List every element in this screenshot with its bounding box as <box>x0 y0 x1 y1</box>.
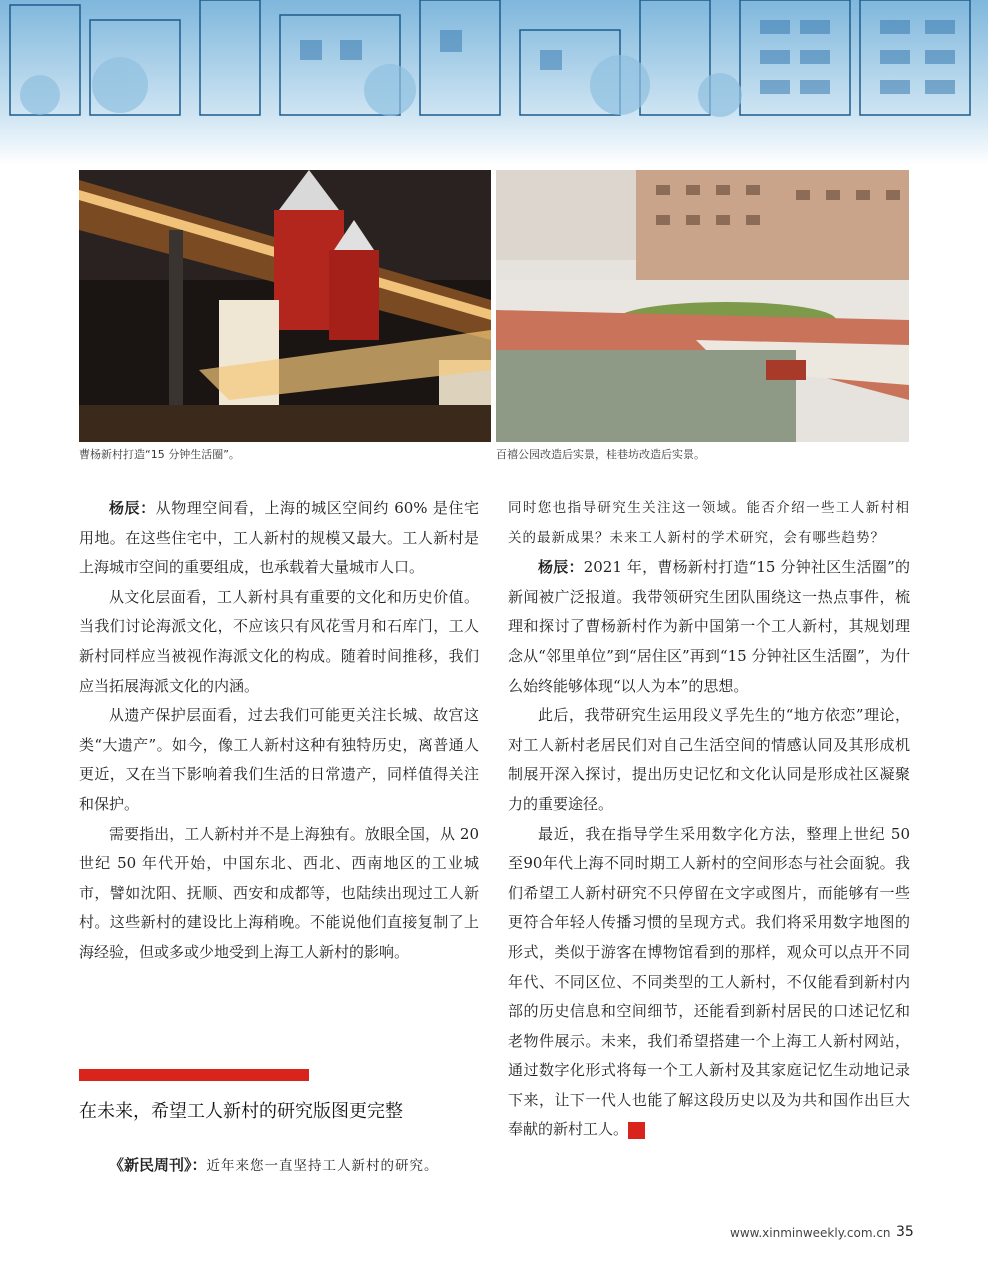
buildings-sketch <box>0 0 988 165</box>
section-heading: 在未来，希望工人新村的研究版图更完整 <box>79 1101 403 1122</box>
interview-question-start: 《新民周刊》：近年来您一直坚持工人新村的研究。 <box>109 1156 439 1174</box>
footer-url: www.xinminweekly.com.cn <box>730 1226 891 1240</box>
interview-question-cont: 同时您也指导研究生关注这一领域。能否介绍一些工人新村相关的最新成果？未来工人新村的学术研究，会有哪些趋势？ <box>508 500 910 546</box>
right-paragraph-1: 杨辰：2021 年，曹杨新村打造“15 分钟社区生活圈”的新闻被广泛报道。我带领研究生团队围绕这一热点事件，梳理和探讨了曹杨新村作为新中国第一个工人新村，其规划理念从“邻里单位”到“居住区”再到“15 分钟社区生活圈”，为什么始终能够体现“以人为本”的思想。 <box>508 558 910 695</box>
right-paragraph-3: 最近，我在指导学生采用数字化方法，整理上世纪 50 至90年代上海不同时期工人新村的空间形态与社会面貌。我们希望工人新村研究不只停留在文字或图片，而能够有一些更符合年轻人传播习惯的呈现方式。我们将采用数字地图的形式，类似于游客在博物馆看到的那样，观众可以点开不同年代、不同区位、不同类型的工人新村，不仅能看到新村内部的历史信息和空间细节，还能看到新村居民的口述记忆和老物件展示。未来，我们希望搭建一个上海工人新村网站，通过数字化形式将每一个工人新村及其家庭记忆生动地记录下来，让下一代人也能了解这段历史以及为共和国作出巨大奉献的新村工人。 民 <box>508 824 910 1139</box>
left-paragraph-3: 从遗产保护层面看，过去我们可能更关注长城、故宫这类“大遗产”。如今，像工人新村这种有独特历史，离普通人更近，又在当下影响着我们生活的日常遗产，同样值得关注和保护。 <box>79 706 479 813</box>
speaker-label: 杨辰： <box>538 558 584 577</box>
question-speaker: 《新民周刊》： <box>109 1156 207 1174</box>
left-column <box>79 494 479 968</box>
page-number: 35 <box>896 1224 914 1240</box>
photo-baixi-park <box>496 170 909 442</box>
section-red-bar <box>79 1069 309 1081</box>
left-paragraph-4: 需要指出，工人新村并不是上海独有。放眼全国，从 20 世纪 50 年代开始，中国东北、西北、西南地区的工业城市，譬如沈阳、抚顺、西安和成都等，也陆续出现过工人新村。这些新村的建设比上海稍晚。不能说他们直接复制了上海经验，但或多或少地受到上海工人新村的影响。 <box>79 824 479 961</box>
caption-left: 曹杨新村打造“15 分钟生活圈”。 <box>79 448 240 461</box>
header-illustration <box>0 0 988 165</box>
caption-right: 百禧公园改造后实景，桂巷坊改造后实景。 <box>496 448 705 461</box>
right-paragraph-2: 此后，我带研究生运用段义孚先生的“地方依恋”理论，对工人新村老居民们对自己生活空间的情感认同及其形成机制展开深入探讨，提出历史记忆和文化认同是形成社区凝聚力的重要途径。 <box>508 706 910 813</box>
end-mark-icon: 民 <box>628 1122 645 1139</box>
photo-caoyang-night-bridge <box>79 170 491 442</box>
left-paragraph-2: 从文化层面看，工人新村具有重要的文化和历史价值。当我们讨论海派文化，不应该只有风花雪月和石库门，工人新村同样应当被视作海派文化的构成。随着时间推移，我们应当拓展海派文化的内涵。 <box>79 587 479 695</box>
speaker-label: 杨辰： <box>109 499 156 517</box>
right-column <box>508 494 910 1145</box>
left-paragraph-1: 杨辰：从物理空间看，上海的城区空间约 60% 是住宅用地。在这些住宅中，工人新村的规模又最大。工人新村是上海城市空间的重要组成，也承载着大量城市人口。 <box>79 499 479 577</box>
